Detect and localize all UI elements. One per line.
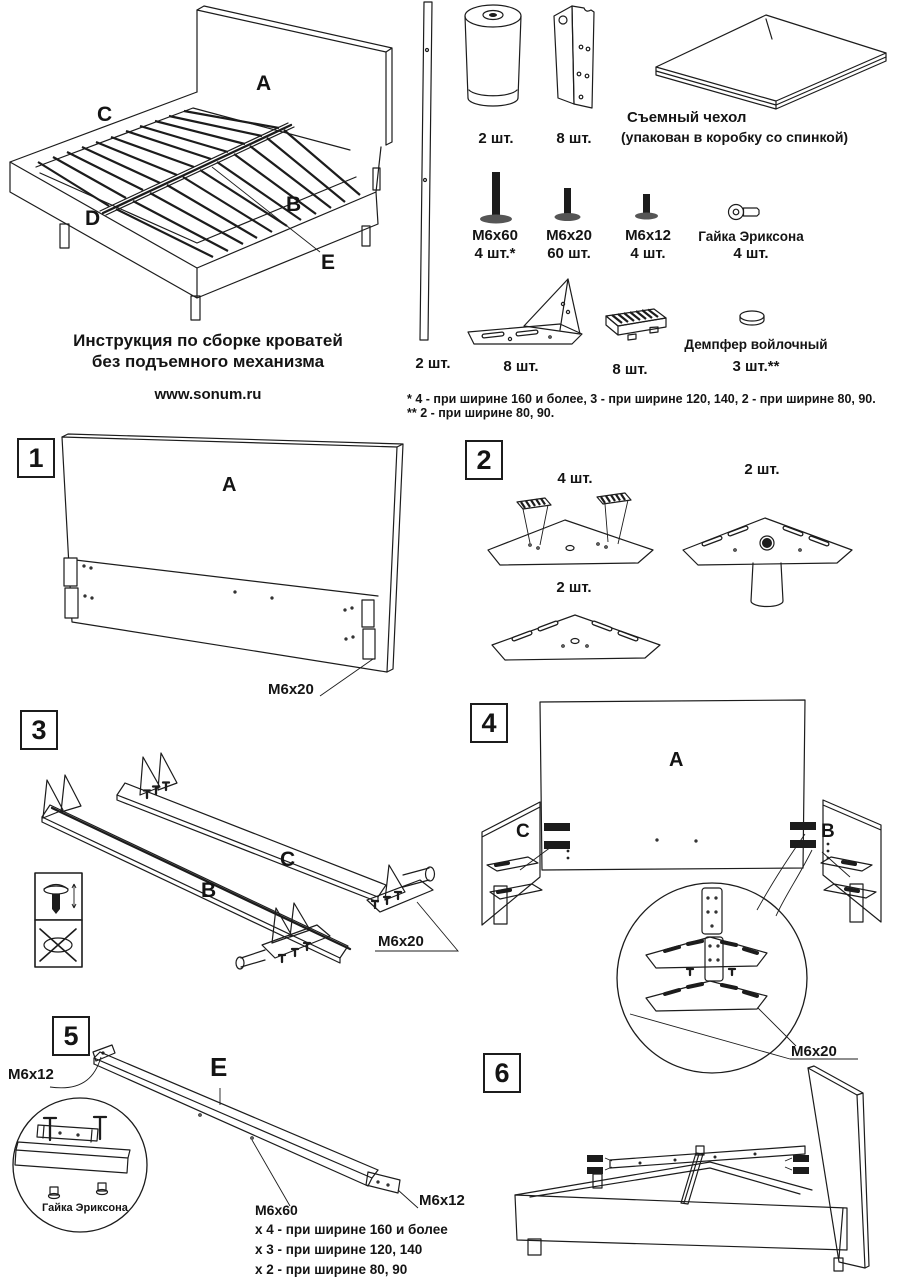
- part-erikson-nut-name: Гайка Эриксона: [698, 229, 804, 244]
- step-4-number: 4: [470, 703, 508, 743]
- step-3-part-b-label: B: [201, 879, 217, 902]
- part-felt-pad-drawing: [602, 306, 670, 346]
- part-cover-drawing: [648, 5, 898, 115]
- step-5-nut-callout: Гайка Эриксона: [42, 1202, 128, 1214]
- part-cover-title: Съемный чехол: [627, 109, 747, 126]
- part-bolt-m6x60-name: M6x60: [472, 227, 518, 244]
- part-leg-qty: 2 шт.: [478, 130, 514, 147]
- step-5-drawing: [0, 1012, 465, 1280]
- part-bolt-m6x20-drawing: [552, 186, 586, 228]
- footnote-damper: ** 2 - при ширине 80, 90.: [407, 406, 555, 420]
- sheet-title-line1: Инструкция по сборке кроватей: [73, 331, 343, 350]
- part-bolt-m6x12-qty: 4 шт.: [630, 245, 666, 262]
- step-4-part-b-label: B: [821, 821, 835, 842]
- step-5-bolt-note-title: M6x60: [255, 1202, 298, 1218]
- step-2-pads-qty: 4 шт.: [557, 470, 593, 487]
- step-2-drawing: [470, 455, 890, 690]
- step-5-bolt-note-3: x 2 - при ширине 80, 90: [255, 1262, 408, 1277]
- footnote-bolt60: * 4 - при ширине 160 и более, 3 - при ширине 120, 140, 2 - при ширине 80, 90.: [407, 392, 876, 406]
- part-bolt-m6x12-drawing: [632, 192, 664, 228]
- part-bolt-m6x20-name: M6x20: [546, 227, 592, 244]
- step-4-part-a-label: A: [669, 749, 684, 771]
- sheet-title-line2: без подъемного механизма: [91, 352, 325, 371]
- step-1-number: 1: [17, 438, 55, 478]
- step-1-bolt-callout: M6x20: [268, 681, 314, 698]
- part-bolt-m6x60-qty: 4 шт.*: [474, 245, 516, 262]
- step-2-leg-plate-qty: 2 шт.: [744, 461, 780, 478]
- step-5-part-e-label: E: [210, 1052, 228, 1082]
- part-strip-qty: 2 шт.: [415, 355, 451, 372]
- step-3-bolt-callout: M6x20: [378, 933, 424, 950]
- step-2-plate-qty: 2 шт.: [556, 579, 592, 596]
- part-bolt-m6x20-qty: 60 шт.: [547, 245, 591, 262]
- step-4-part-c-label: C: [516, 821, 530, 842]
- overview-part-c-label: C: [97, 103, 113, 126]
- part-bolt-m6x12-name: M6x12: [625, 227, 671, 244]
- step-6-drawing: [460, 1042, 900, 1280]
- part-cover-note: (упакован в коробку со спинкой): [621, 129, 849, 145]
- overview-part-b-label: B: [286, 193, 302, 216]
- part-erikson-nut-qty: 4 шт.: [733, 245, 769, 262]
- step-3-part-c-label: C: [280, 848, 296, 871]
- part-bolt-m6x60-drawing: [478, 170, 518, 228]
- step-6-number: 6: [483, 1053, 521, 1093]
- part-strip-drawing: [417, 0, 441, 345]
- step-5-bolt-note-1: x 4 - при ширине 160 и более: [255, 1222, 448, 1237]
- step-5-number: 5: [52, 1016, 90, 1056]
- part-felt-pad-qty: 8 шт.: [612, 361, 648, 378]
- step-4-bolt-callout: M6x20: [791, 1043, 837, 1060]
- part-angle-bracket-drawing: [548, 2, 604, 114]
- part-damper-name: Демпфер войлочный: [684, 337, 828, 352]
- step-5-bolt-callout-left: M6x12: [8, 1066, 54, 1083]
- step-2-number: 2: [465, 440, 503, 480]
- step-5-bolt-callout-right: M6x12: [419, 1192, 465, 1209]
- part-erikson-nut-drawing: [727, 203, 765, 221]
- part-angle-bracket-qty: 8 шт.: [556, 130, 592, 147]
- part-damper-qty: 3 шт.**: [732, 358, 780, 375]
- overview-bed-drawing: [0, 0, 415, 325]
- step-1-drawing: [60, 432, 405, 700]
- part-corner-plate-drawing: [460, 276, 586, 348]
- part-damper-drawing: [738, 309, 768, 327]
- overview-part-a-label: A: [256, 72, 272, 95]
- step-1-part-a-label: A: [222, 474, 237, 496]
- step-3-number: 3: [20, 710, 58, 750]
- step-5-bolt-note-2: x 3 - при ширине 120, 140: [255, 1242, 423, 1257]
- website-link: www.sonum.ru: [154, 386, 262, 403]
- overview-part-d-label: D: [85, 207, 101, 230]
- part-corner-plate-qty: 8 шт.: [503, 358, 539, 375]
- part-leg-drawing: [462, 2, 524, 117]
- overview-part-e-label: E: [321, 251, 336, 274]
